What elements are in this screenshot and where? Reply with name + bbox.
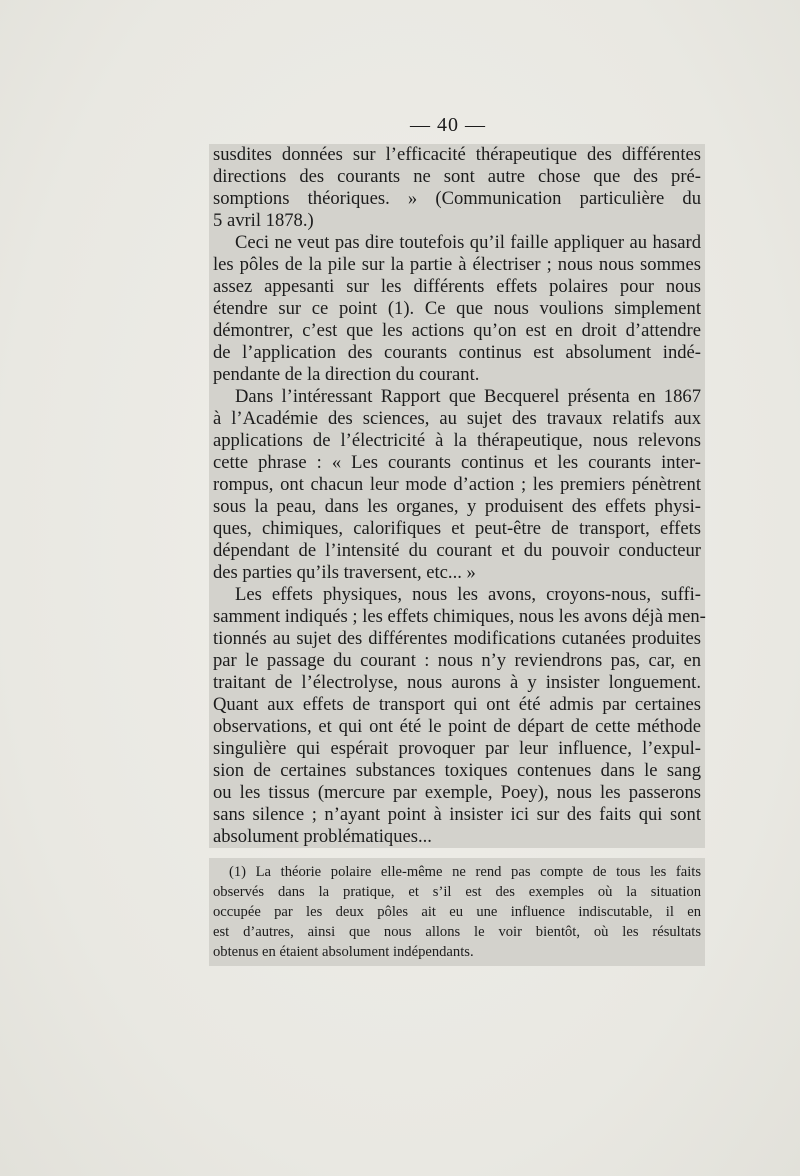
body-line: Dans l’intéressant Rapport que Becquerel présenta en 1867 [235, 386, 701, 407]
body-line: étendre sur ce point (1). Ce que nous voulions simplement [213, 298, 701, 319]
body-line: observations, et qui ont été le point de départ de cette méthode [213, 716, 701, 737]
body-line: applications de l’électricité à la thérapeutique, nous relevons [213, 430, 701, 451]
body-line: samment indiqués ; les effets chimiques, nous les avons déjà men- [213, 606, 706, 627]
footnote-line: observés dans la pratique, et s’il est des exemples où la situation [213, 884, 701, 900]
body-line: tionnés au sujet des différentes modifications cutanées produites [213, 628, 701, 649]
body-line: sion de certaines substances toxiques contenues dans le sang [213, 760, 701, 781]
body-line: absolument problématiques... [213, 826, 432, 847]
body-line: sous la peau, dans les organes, y produisent des effets physi- [213, 496, 701, 517]
body-line: les pôles de la pile sur la partie à électriser ; nous nous sommes [213, 254, 701, 275]
body-line: à l’Académie des sciences, au sujet des travaux relatifs aux [213, 408, 701, 429]
body-line: directions des courants ne sont autre chose que des pré- [213, 166, 701, 187]
body-line: des parties qu’ils traversent, etc... » [213, 562, 476, 583]
body-line: susdites données sur l’efficacité thérapeutique des différentes [213, 144, 701, 165]
body-line: pendante de la direction du courant. [213, 364, 480, 385]
body-line: somptions théoriques. » (Communication particulière du [213, 188, 701, 209]
body-line: ques, chimiques, calorifiques et peut-être de transport, effets [213, 518, 701, 539]
page-number: — 40 — [410, 114, 486, 136]
footnote-line: (1) La théorie polaire elle-même ne rend pas compte de tous les faits [229, 864, 701, 880]
body-line: singulière qui espérait provoquer par leur influence, l’expul- [213, 738, 701, 759]
footnote [209, 858, 705, 966]
body-line: dépendant de l’intensité du courant et du pouvoir conducteur [213, 540, 701, 561]
body-line: ou les tissus (mercure par exemple, Poey), nous les passerons [213, 782, 701, 803]
body-line: par le passage du courant : nous n’y reviendrons pas, car, en [213, 650, 701, 671]
body-line: rompus, ont chacun leur mode d’action ; les premiers pénètrent [213, 474, 701, 495]
footnote-line: occupée par les deux pôles ait eu une influence indiscutable, il en [213, 904, 701, 920]
body-line: Ceci ne veut pas dire toutefois qu’il faille appliquer au hasard [235, 232, 701, 253]
body-line: 5 avril 1878.) [213, 210, 314, 231]
body-line: assez appesanti sur les différents effets polaires pour nous [213, 276, 701, 297]
footnote-line: est d’autres, ainsi que nous allons le voir bientôt, où les résultats [213, 924, 701, 940]
body-line: sans silence ; n’ayant point à insister ici sur des faits qui sont [213, 804, 701, 825]
body-line: traitant de l’électrolyse, nous aurons à y insister longuement. [213, 672, 701, 693]
body-line: cette phrase : « Les courants continus et les courants inter- [213, 452, 701, 473]
body-line: Les effets physiques, nous les avons, croyons-nous, suffi- [235, 584, 701, 605]
body-text [209, 144, 705, 848]
body-line: Quant aux effets de transport qui ont été admis par certaines [213, 694, 701, 715]
footnote-line: obtenus en étaient absolument indépendants. [213, 944, 474, 960]
body-line: de l’application des courants continus est absolument indé- [213, 342, 701, 363]
body-line: démontrer, c’est que les actions qu’on est en droit d’attendre [213, 320, 701, 341]
